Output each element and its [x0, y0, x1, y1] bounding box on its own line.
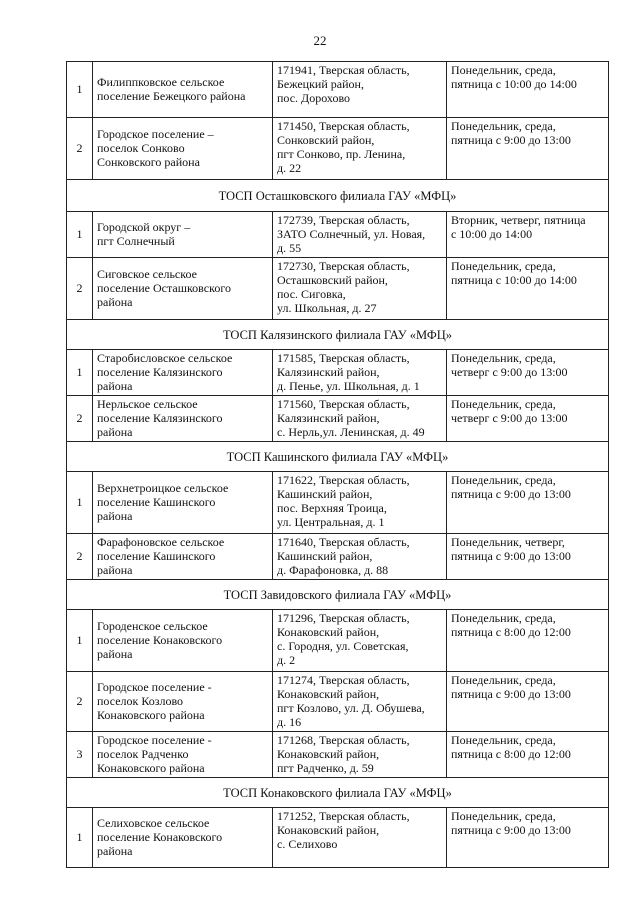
table-row: [67, 472, 609, 534]
settlement-name-line: Конаковского района: [97, 708, 205, 722]
office-address-line: Конаковский район,: [277, 687, 380, 701]
settlement-name-line: поселение Кашинского: [97, 549, 216, 563]
settlement-name-line: поселение Бежецкого района: [97, 89, 246, 103]
office-hours-line: Понедельник, среда,: [451, 733, 556, 747]
settlement-name: [93, 350, 273, 396]
office-hours-line: Понедельник, среда,: [451, 397, 556, 411]
settlement-name-line: поселок Козлово: [97, 694, 184, 708]
settlement-name-line: пгт Солнечный: [97, 234, 175, 248]
office-address-line: с. Нерль,ул. Ленинская, д. 49: [277, 425, 425, 439]
settlement-name-line: Старобисловское сельское: [97, 351, 233, 365]
table-row: [67, 212, 609, 258]
office-address-line: пгт Сонково, пр. Ленина,: [277, 147, 406, 161]
office-address-line: 171560, Тверская область,: [277, 397, 410, 411]
office-address-line: Конаковский район,: [277, 823, 380, 837]
office-address: [273, 350, 447, 396]
section-title: ТОСП Калязинского филиала ГАУ «МФЦ»: [67, 320, 609, 350]
row-number: 2: [67, 672, 93, 732]
row-number: 1: [67, 610, 93, 672]
office-address-line: д. 55: [277, 241, 302, 255]
section-title: ТОСП Осташковского филиала ГАУ «МФЦ»: [67, 180, 609, 212]
settlement-name-line: Фарафоновское сельское: [97, 535, 225, 549]
office-address-line: с. Селихово: [277, 837, 338, 851]
settlement-name-line: Конаковского района: [97, 761, 205, 775]
office-hours-line: Вторник, четверг, пятница: [451, 213, 586, 227]
office-hours: [447, 534, 609, 580]
office-hours: [447, 808, 609, 868]
settlement-name-line: Городское поселение -: [97, 733, 212, 747]
page-number: 22: [313, 33, 327, 48]
office-address-line: пос. Сиговка,: [277, 287, 346, 301]
office-address-line: д. 16: [277, 715, 302, 729]
office-address-line: д. Фарафоновка, д. 88: [277, 563, 389, 577]
office-address: [273, 808, 447, 868]
settlement-name-line: поселок Радченко: [97, 747, 189, 761]
row-number: 1: [67, 472, 93, 534]
office-address-line: пгт Козлово, ул. Д. Обушева,: [277, 701, 425, 715]
settlement-name-line: Верхнетроицкое сельское: [97, 481, 229, 495]
row-number: 1: [67, 62, 93, 118]
office-hours: [447, 258, 609, 320]
office-address: [273, 610, 447, 672]
office-address: [273, 472, 447, 534]
office-address: [273, 672, 447, 732]
office-hours-line: с 10:00 до 14:00: [451, 227, 533, 241]
table-row: [67, 808, 609, 868]
office-hours: [447, 672, 609, 732]
settlement-name-line: поселение Осташковского: [97, 281, 231, 295]
office-address-line: Бежецкий район,: [277, 77, 364, 91]
office-address: [273, 118, 447, 180]
office-hours: [447, 118, 609, 180]
settlement-name: [93, 610, 273, 672]
schedule-table: [66, 61, 609, 868]
table-row: [67, 396, 609, 442]
row-number: 2: [67, 534, 93, 580]
office-address-line: 171941, Тверская область,: [277, 63, 410, 77]
office-hours-line: Понедельник, среда,: [451, 611, 556, 625]
settlement-name: [93, 62, 273, 118]
office-address-line: 171622, Тверская область,: [277, 473, 410, 487]
office-hours-line: пятница с 9:00 до 13:00: [451, 487, 571, 501]
office-hours-line: четверг с 9:00 до 13:00: [451, 411, 568, 425]
office-hours: [447, 732, 609, 778]
settlement-name-line: Городское поселение -: [97, 680, 212, 694]
section-row: [67, 778, 609, 808]
settlement-name-line: поселение Калязинского: [97, 365, 223, 379]
table-row: [67, 672, 609, 732]
settlement-name-line: района: [97, 379, 133, 393]
settlement-name-line: района: [97, 425, 133, 439]
office-address: [273, 258, 447, 320]
office-hours-line: пятница с 10:00 до 14:00: [451, 273, 577, 287]
office-hours: [447, 472, 609, 534]
office-address: [273, 62, 447, 118]
office-hours-line: Понедельник, среда,: [451, 63, 556, 77]
settlement-name-line: района: [97, 295, 133, 309]
office-hours: [447, 350, 609, 396]
office-hours-line: пятница с 9:00 до 13:00: [451, 133, 571, 147]
office-address-line: Осташковский район,: [277, 273, 388, 287]
settlement-name-line: Селиховское сельское: [97, 816, 210, 830]
settlement-name: [93, 258, 273, 320]
office-hours-line: пятница с 8:00 до 12:00: [451, 747, 571, 761]
office-hours-line: пятница с 9:00 до 13:00: [451, 823, 571, 837]
table-row: [67, 258, 609, 320]
office-address-line: 171274, Тверская область,: [277, 673, 410, 687]
settlement-name-line: района: [97, 647, 133, 661]
office-address-line: д. Пенье, ул. Школьная, д. 1: [277, 379, 420, 393]
office-address-line: д. 22: [277, 161, 302, 175]
office-hours-line: Понедельник, четверг,: [451, 535, 565, 549]
office-address-line: Калязинский район,: [277, 365, 380, 379]
office-address-line: Кашинский район,: [277, 487, 373, 501]
office-address-line: 171296, Тверская область,: [277, 611, 410, 625]
table-row: [67, 350, 609, 396]
section-title: ТОСП Конаковского филиала ГАУ «МФЦ»: [67, 778, 609, 808]
row-number: 1: [67, 212, 93, 258]
table-row: [67, 732, 609, 778]
office-address-line: пос. Верхняя Троица,: [277, 501, 387, 515]
office-address-line: 171450, Тверская область,: [277, 119, 410, 133]
table-row: [67, 534, 609, 580]
row-number: 2: [67, 118, 93, 180]
office-hours-line: пятница с 10:00 до 14:00: [451, 77, 577, 91]
office-address-line: ул. Школьная, д. 27: [277, 301, 377, 315]
office-hours-line: четверг с 9:00 до 13:00: [451, 365, 568, 379]
office-address-line: 171252, Тверская область,: [277, 809, 410, 823]
settlement-name-line: Городенское сельское: [97, 619, 208, 633]
settlement-name-line: Сиговское сельское: [97, 267, 197, 281]
settlement-name: [93, 732, 273, 778]
office-address: [273, 732, 447, 778]
section-row: [67, 320, 609, 350]
settlement-name: [93, 672, 273, 732]
office-address-line: ул. Центральная, д. 1: [277, 515, 385, 529]
office-hours-line: Понедельник, среда,: [451, 473, 556, 487]
office-address: [273, 396, 447, 442]
settlement-name: [93, 396, 273, 442]
section-row: [67, 580, 609, 610]
office-address-line: Конаковский район,: [277, 747, 380, 761]
office-address-line: 171585, Тверская область,: [277, 351, 410, 365]
office-hours-line: пятница с 8:00 до 12:00: [451, 625, 571, 639]
settlement-name: [93, 212, 273, 258]
settlement-name-line: района: [97, 509, 133, 523]
office-address-line: Конаковский район,: [277, 625, 380, 639]
row-number: 1: [67, 350, 93, 396]
office-address-line: с. Городня, ул. Советская,: [277, 639, 409, 653]
office-address-line: Кашинский район,: [277, 549, 373, 563]
table-row: [67, 62, 609, 118]
office-hours-line: Понедельник, среда,: [451, 351, 556, 365]
settlement-name: [93, 534, 273, 580]
settlement-name-line: поселение Конаковского: [97, 633, 223, 647]
section-title: ТОСП Завидовского филиала ГАУ «МФЦ»: [67, 580, 609, 610]
settlement-name-line: поселок Сонково: [97, 141, 185, 155]
office-address-line: 172739, Тверская область,: [277, 213, 410, 227]
office-address-line: Сонковский район,: [277, 133, 375, 147]
office-address-line: ЗАТО Солнечный, ул. Новая,: [277, 227, 426, 241]
office-address: [273, 534, 447, 580]
row-number: 3: [67, 732, 93, 778]
settlement-name-line: Городское поселение –: [97, 127, 214, 141]
office-address-line: 171640, Тверская область,: [277, 535, 410, 549]
settlement-name-line: района: [97, 844, 133, 858]
office-hours-line: пятница с 9:00 до 13:00: [451, 687, 571, 701]
office-address-line: 172730, Тверская область,: [277, 259, 410, 273]
settlement-name-line: поселение Кашинского: [97, 495, 216, 509]
settlement-name-line: района: [97, 563, 133, 577]
row-number: 2: [67, 258, 93, 320]
office-hours-line: Понедельник, среда,: [451, 119, 556, 133]
section-row: [67, 180, 609, 212]
office-hours-line: Понедельник, среда,: [451, 259, 556, 273]
office-hours: [447, 610, 609, 672]
section-row: [67, 442, 609, 472]
office-address: [273, 212, 447, 258]
office-address-line: пгт Радченко, д. 59: [277, 761, 374, 775]
settlement-name-line: Сонковского района: [97, 155, 200, 169]
office-address-line: Калязинский район,: [277, 411, 380, 425]
office-address-line: д. 2: [277, 653, 296, 667]
settlement-name: [93, 808, 273, 868]
office-hours: [447, 396, 609, 442]
table-row: [67, 610, 609, 672]
settlement-name-line: поселение Конаковского: [97, 830, 223, 844]
settlement-name: [93, 118, 273, 180]
settlement-name-line: Городской округ –: [97, 220, 191, 234]
row-number: 1: [67, 808, 93, 868]
office-address-line: пос. Дорохово: [277, 91, 351, 105]
table-row: [67, 118, 609, 180]
office-hours-line: Понедельник, среда,: [451, 673, 556, 687]
settlement-name-line: поселение Калязинского: [97, 411, 223, 425]
office-hours-line: пятница с 9:00 до 13:00: [451, 549, 571, 563]
office-hours: [447, 62, 609, 118]
section-title: ТОСП Кашинского филиала ГАУ «МФЦ»: [67, 442, 609, 472]
office-address-line: 171268, Тверская область,: [277, 733, 410, 747]
settlement-name-line: Филиппковское сельское: [97, 75, 225, 89]
office-hours-line: Понедельник, среда,: [451, 809, 556, 823]
settlement-name-line: Нерльское сельское: [97, 397, 198, 411]
office-hours: [447, 212, 609, 258]
row-number: 2: [67, 396, 93, 442]
settlement-name: [93, 472, 273, 534]
